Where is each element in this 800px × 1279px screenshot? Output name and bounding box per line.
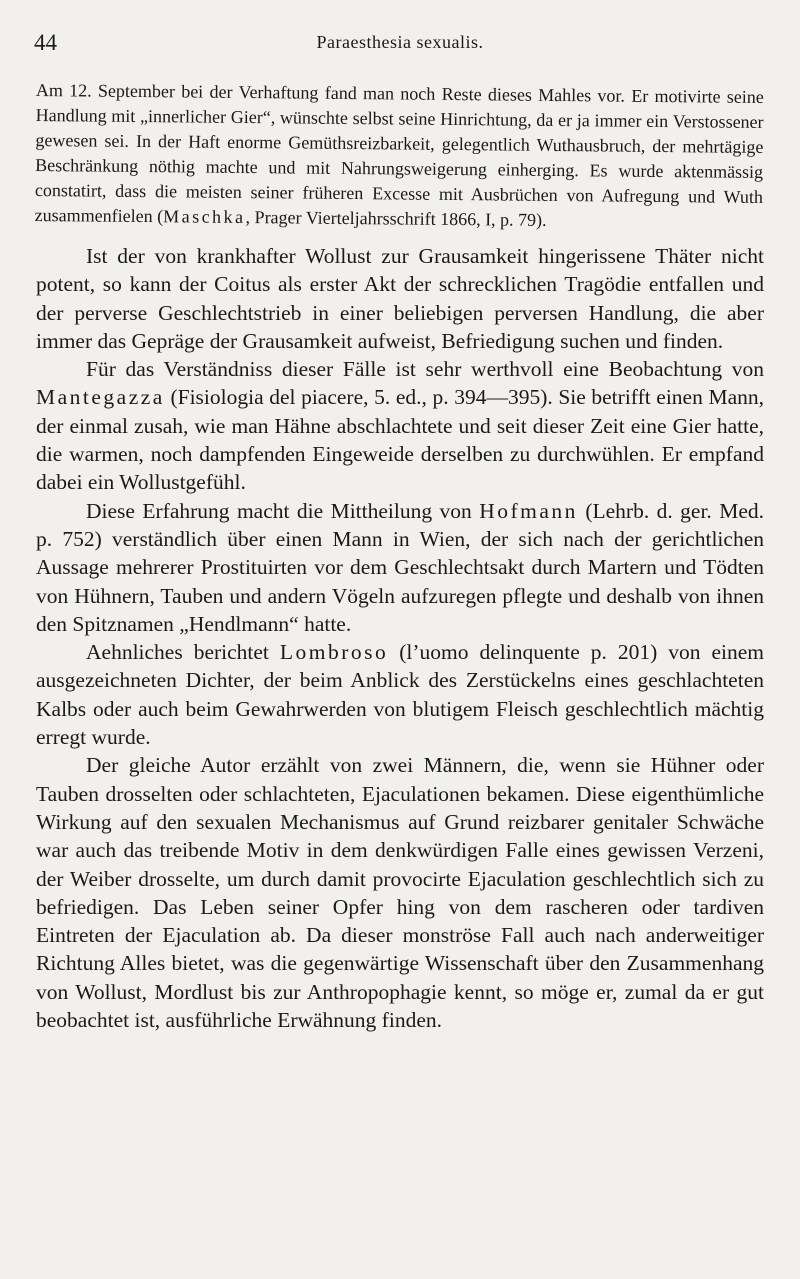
text-run: , Prager Vierteljahrsschrift 1866, I, p. 79). (245, 207, 547, 230)
author-name: Lombroso (279, 640, 389, 665)
text-run: Ist der von krankhafter Wollust zur Grausamkeit hingerissene Thäter nicht potent, so kann der Coitus als erster Akt der schrecklichen Tragödie entfallen und der perverse Geschlechtstrieb in einer beliebigen perversen Handlung, die aber immer das Gepräge der Grausamkeit aufweist, Befriedigung suchen und finden. (36, 244, 764, 353)
text-run: Für das Verständniss dieser Fälle ist sehr werthvoll eine Beobachtung von (86, 357, 764, 382)
text-run: Diese Erfahrung macht die Mittheilung von (86, 498, 480, 523)
text-run: (l’uomo delinquente p. 201) von einem ausgezeichneten Dichter, der beim Anblick des Zerstückelns eines geschlachteten Kalbs oder auch beim Gewahrwerden von blutigem Fleisch geschlechtlich mächtig erregt wurde. (36, 640, 764, 750)
text-run: Aehnliches berichtet (86, 640, 280, 665)
body-paragraph (36, 638, 764, 751)
body-paragraph (36, 355, 764, 496)
page-header (34, 30, 766, 60)
author-name: Maschka (163, 206, 246, 228)
text-run: Der gleiche Autor erzählt von zwei Männern, die, wenn sie Hühner oder Tauben drosselten oder schlachteten, Ejaculationen bekamen. Diese eigenthümliche Wirkung auf den sexualen Mechanismus auf Grund reizbarer genitaler Schwäche war auch das treibende Motiv in dem denkwürdigen Falle eines gewissen Verzeni, der Weiber drosselte, um durch damit provocirte Ejaculation geschlechtlich sich zu befriedigen. Das Leben seiner Opfer hing von dem rascheren oder tardiven Eintreten der Ejaculation ab. Da dieser monströse Fall auch nach anderweitiger Richtung Alles bietet, was die gegenwärtige Wissenschaft über den Zusammenhang von Wollust, Mordlust bis zur Anthropophagie kennt, so möge er, zumal da er gut beobachtet ist, ausführliche Erwähnung finden. (36, 753, 764, 1033)
body-paragraph (36, 242, 764, 355)
page-number: 44 (34, 30, 57, 55)
body-paragraph (36, 751, 764, 1034)
text-run: (Lehrb. d. ger. Med. p. 752) verständlich über einen Mann in Wien, der sich nach der gerichtlichen Aussage mehrerer Prostituirten vor dem Geschlechtsakt durch Martern und Tödten von Hühnern, Tauben und andern Vögeln aufzuregen pflegte und deshalb von ihnen den Spitznamen „Hendlmann“ hatte. (36, 498, 765, 636)
page-body (36, 78, 764, 1034)
running-title: Paraesthesia sexualis. (316, 32, 484, 52)
author-name: Hofmann (479, 498, 578, 523)
case-report-paragraph (35, 78, 764, 235)
author-name: Mantegazza (36, 385, 165, 410)
text-run: Am 12. September bei der Verhaftung fand man noch Reste dieses Mahles vor. Er motivirte seine Handlung mit „innerlicher Gier“, wünschte selbst seine Hinrichtung, da er ja immer ein Verstossener gewesen sei. In der Haft enorme Gemüthsreizbarkeit, gelegentlich Wuthausbruch, der mehrtägige Beschränkung nöthig machte und mit Nahrungsweigerung einherging. Es wurde aktenmässig constatirt, dass die meisten seiner früheren Excesse mit Ausbrüchen von Aufregung und Wuth zusammenfielen ( (34, 79, 764, 227)
body-paragraph (36, 497, 764, 638)
text-run: (Fisiologia del piacere, 5. ed., p. 394—395). Sie betrifft einen Mann, der einmal zusah, wie man Hähne abschlachtete und seit dieser Zeit eine Gier hatte, die warmen, noch dampfenden Eingeweide derselben zu durchwühlen. Er empfand dabei ein Wollustgefühl. (36, 385, 764, 495)
